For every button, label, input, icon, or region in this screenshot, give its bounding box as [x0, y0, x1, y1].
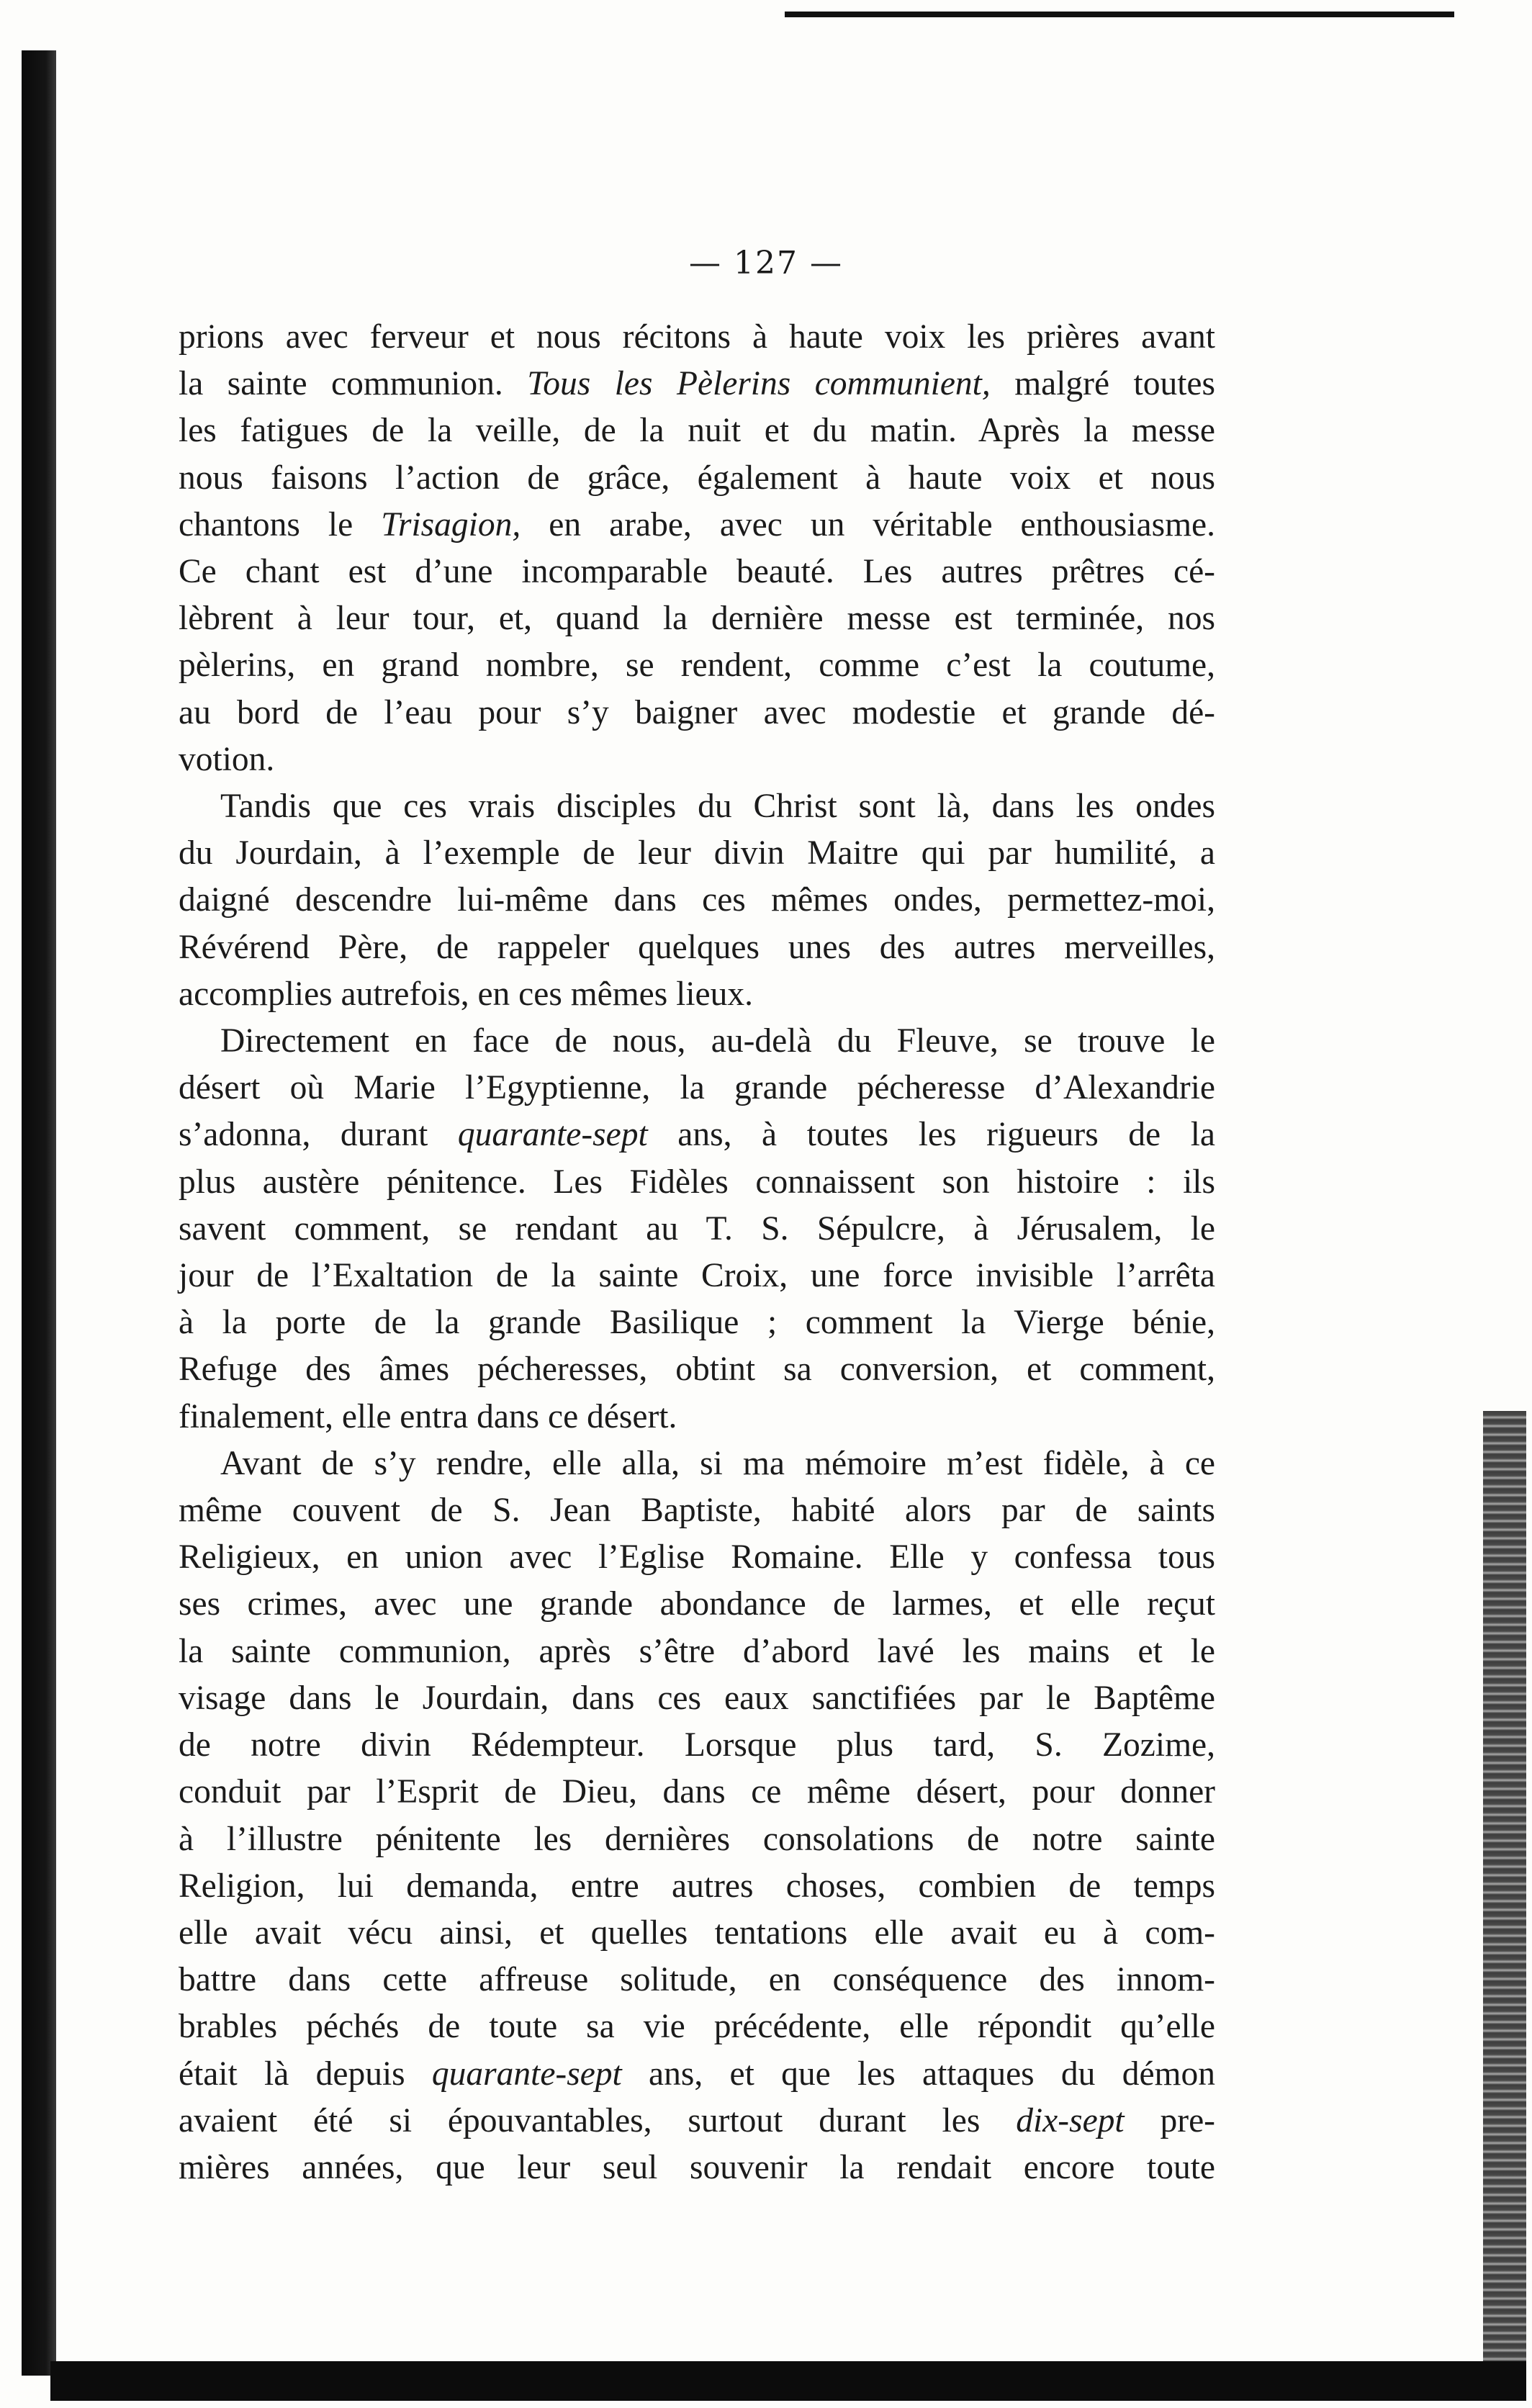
text-line [179, 2098, 1215, 2145]
text-line [179, 1253, 1215, 1299]
text-segment: même couvent de S. Jean Baptiste, habité alors par de saints [179, 1492, 1215, 1530]
text-segment: en arabe, avec un véritable enthousiasme. [521, 505, 1215, 544]
text-segment: brables péchés de toute sa vie précédente, elle répondit qu’elle [179, 2008, 1215, 2046]
text-segment: du Jourdain, à l’exemple de leur divin Maitre qui par humilité, a [179, 834, 1215, 872]
text-line [179, 361, 1215, 407]
text-segment: Tandis que ces vrais disciples du Christ sont là, dans les ondes [220, 788, 1215, 826]
text-line [179, 1534, 1215, 1581]
text-line [179, 1299, 1215, 1346]
text-segment: était là depuis [179, 2055, 432, 2093]
scan-border-left [22, 50, 56, 2376]
paragraph [179, 1018, 1215, 1440]
text-line [179, 1346, 1215, 1393]
text-segment: s’adonna, durant [179, 1116, 458, 1154]
text-segment: ans, à toutes les rigueurs de la [647, 1116, 1215, 1154]
text-segment: malgré toutes [990, 365, 1215, 403]
text-line [179, 1722, 1215, 1769]
text-line [179, 549, 1215, 595]
text-line [179, 971, 1215, 1018]
text-line [179, 1487, 1215, 1534]
text-line [179, 1206, 1215, 1253]
text-segment: la sainte communion. [179, 365, 528, 403]
text-segment: les fatigues de la veille, de la nuit et du matin. Après la messe [179, 412, 1215, 450]
text-segment: Religion, lui demanda, entre autres choses, combien de temps [179, 1867, 1215, 1905]
text-line [179, 924, 1215, 971]
text-line [179, 595, 1215, 642]
text-segment: la sainte communion, après s’être d’abord lavé les mains et le [179, 1632, 1215, 1670]
text-segment: à la porte de la grande Basilique ; comment la Vierge bénie, [179, 1304, 1215, 1342]
text-segment: à l’illustre pénitente les dernières consolations de notre sainte [179, 1820, 1215, 1858]
text-line [179, 877, 1215, 924]
italic-text: quarante-sept [457, 1116, 648, 1154]
paragraph [179, 783, 1215, 1018]
text-line [179, 1957, 1215, 2003]
text-segment: mières années, que leur seul souvenir la rendait encore toute [179, 2148, 1215, 2186]
text-line [179, 1863, 1215, 1910]
text-segment: pèlerins, en grand nombre, se rendent, comme c’est la coutume, [179, 646, 1215, 685]
text-line [179, 1628, 1215, 1675]
text-segment: nous faisons l’action de grâce, également à haute voix et nous [179, 459, 1215, 497]
text-segment: finalement, elle entra dans ce désert. [179, 1397, 677, 1435]
text-line [179, 1769, 1215, 1816]
text-segment: conduit par l’Esprit de Dieu, dans ce même désert, pour donner [179, 1773, 1215, 1811]
text-line [179, 1581, 1215, 1628]
text-segment: chantons le [179, 505, 382, 544]
body-text [179, 314, 1215, 2191]
text-segment: ses crimes, avec une grande abondance de larmes, et elle reçut [179, 1585, 1215, 1623]
text-segment: de notre divin Rédempteur. Lorsque plus tard, S. Zozime, [179, 1726, 1215, 1764]
scan-border-bottom [50, 2361, 1526, 2401]
text-segment: battre dans cette affreuse solitude, en conséquence des innom- [179, 1961, 1215, 1999]
text-segment: Directement en face de nous, au-delà du Fleuve, se trouve le [220, 1022, 1215, 1060]
text-segment: prions avec ferveur et nous récitons à haute voix les prières avant [179, 318, 1215, 356]
text-segment: pre- [1124, 2101, 1215, 2139]
text-line [179, 1816, 1215, 1863]
text-line [179, 690, 1215, 736]
text-line [179, 1440, 1215, 1487]
text-segment: au bord de l’eau pour s’y baigner avec modestie et grande dé- [179, 693, 1215, 731]
italic-text: Tous les Pèlerins communient, [527, 365, 991, 403]
italic-text: dix-sept [1016, 2101, 1125, 2139]
text-segment: accomplies autrefois, en ces mêmes lieux. [179, 975, 753, 1013]
text-line [179, 455, 1215, 502]
text-line [179, 830, 1215, 877]
text-line [179, 1675, 1215, 1722]
text-segment: plus austère pénitence. Les Fidèles connaissent son histoire : ils [179, 1163, 1215, 1201]
text-line [179, 502, 1215, 549]
italic-text: Trisagion, [381, 505, 521, 544]
paragraph [179, 314, 1215, 783]
text-segment: désert où Marie l’Egyptienne, la grande pécheresse d’Alexandrie [179, 1069, 1215, 1107]
page-number: — 127 — [689, 245, 843, 281]
paragraph [179, 1440, 1215, 2191]
text-line [179, 1910, 1215, 1957]
text-segment: avaient été si épouvantables, surtout durant les [179, 2101, 1017, 2139]
scan-border-top [785, 12, 1454, 17]
italic-text: quarante-sept [431, 2055, 622, 2093]
text-segment: daigné descendre lui-même dans ces mêmes ondes, permettez-moi, [179, 881, 1215, 919]
text-line [179, 407, 1215, 454]
text-line [179, 1394, 1215, 1440]
text-line [179, 2003, 1215, 2050]
text-line [179, 642, 1215, 689]
text-segment: Avant de s’y rendre, elle alla, si ma mémoire m’est fidèle, à ce [220, 1444, 1215, 1482]
text-line [179, 736, 1215, 783]
text-segment: Ce chant est d’une incomparable beauté. Les autres prêtres cé- [179, 553, 1215, 591]
text-segment: elle avait vécu ainsi, et quelles tentations elle avait eu à com- [179, 1913, 1215, 1952]
text-segment: Refuge des âmes pécheresses, obtint sa conversion, et comment, [179, 1350, 1215, 1389]
text-line [179, 314, 1215, 361]
text-line [179, 2051, 1215, 2098]
text-line [179, 1018, 1215, 1065]
text-segment: Religieux, en union avec l’Eglise Romaine. Elle y confessa tous [179, 1538, 1215, 1577]
scan-border-right [1483, 1411, 1526, 2376]
text-line [179, 1065, 1215, 1111]
text-segment: votion. [179, 740, 275, 778]
text-line [179, 1159, 1215, 1206]
text-segment: ans, et que les attaques du démon [621, 2055, 1215, 2093]
text-segment: lèbrent à leur tour, et, quand la dernière messe est terminée, nos [179, 600, 1215, 638]
text-segment: visage dans le Jourdain, dans ces eaux sanctifiées par le Baptême [179, 1679, 1215, 1717]
text-segment: savent comment, se rendant au T. S. Sépulcre, à Jérusalem, le [179, 1209, 1215, 1248]
text-line [179, 1111, 1215, 1158]
text-line [179, 2145, 1215, 2191]
text-segment: Révérend Père, de rappeler quelques unes des autres merveilles, [179, 928, 1215, 966]
text-line [179, 783, 1215, 830]
text-segment: jour de l’Exaltation de la sainte Croix, une force invisible l’arrêta [179, 1257, 1215, 1295]
